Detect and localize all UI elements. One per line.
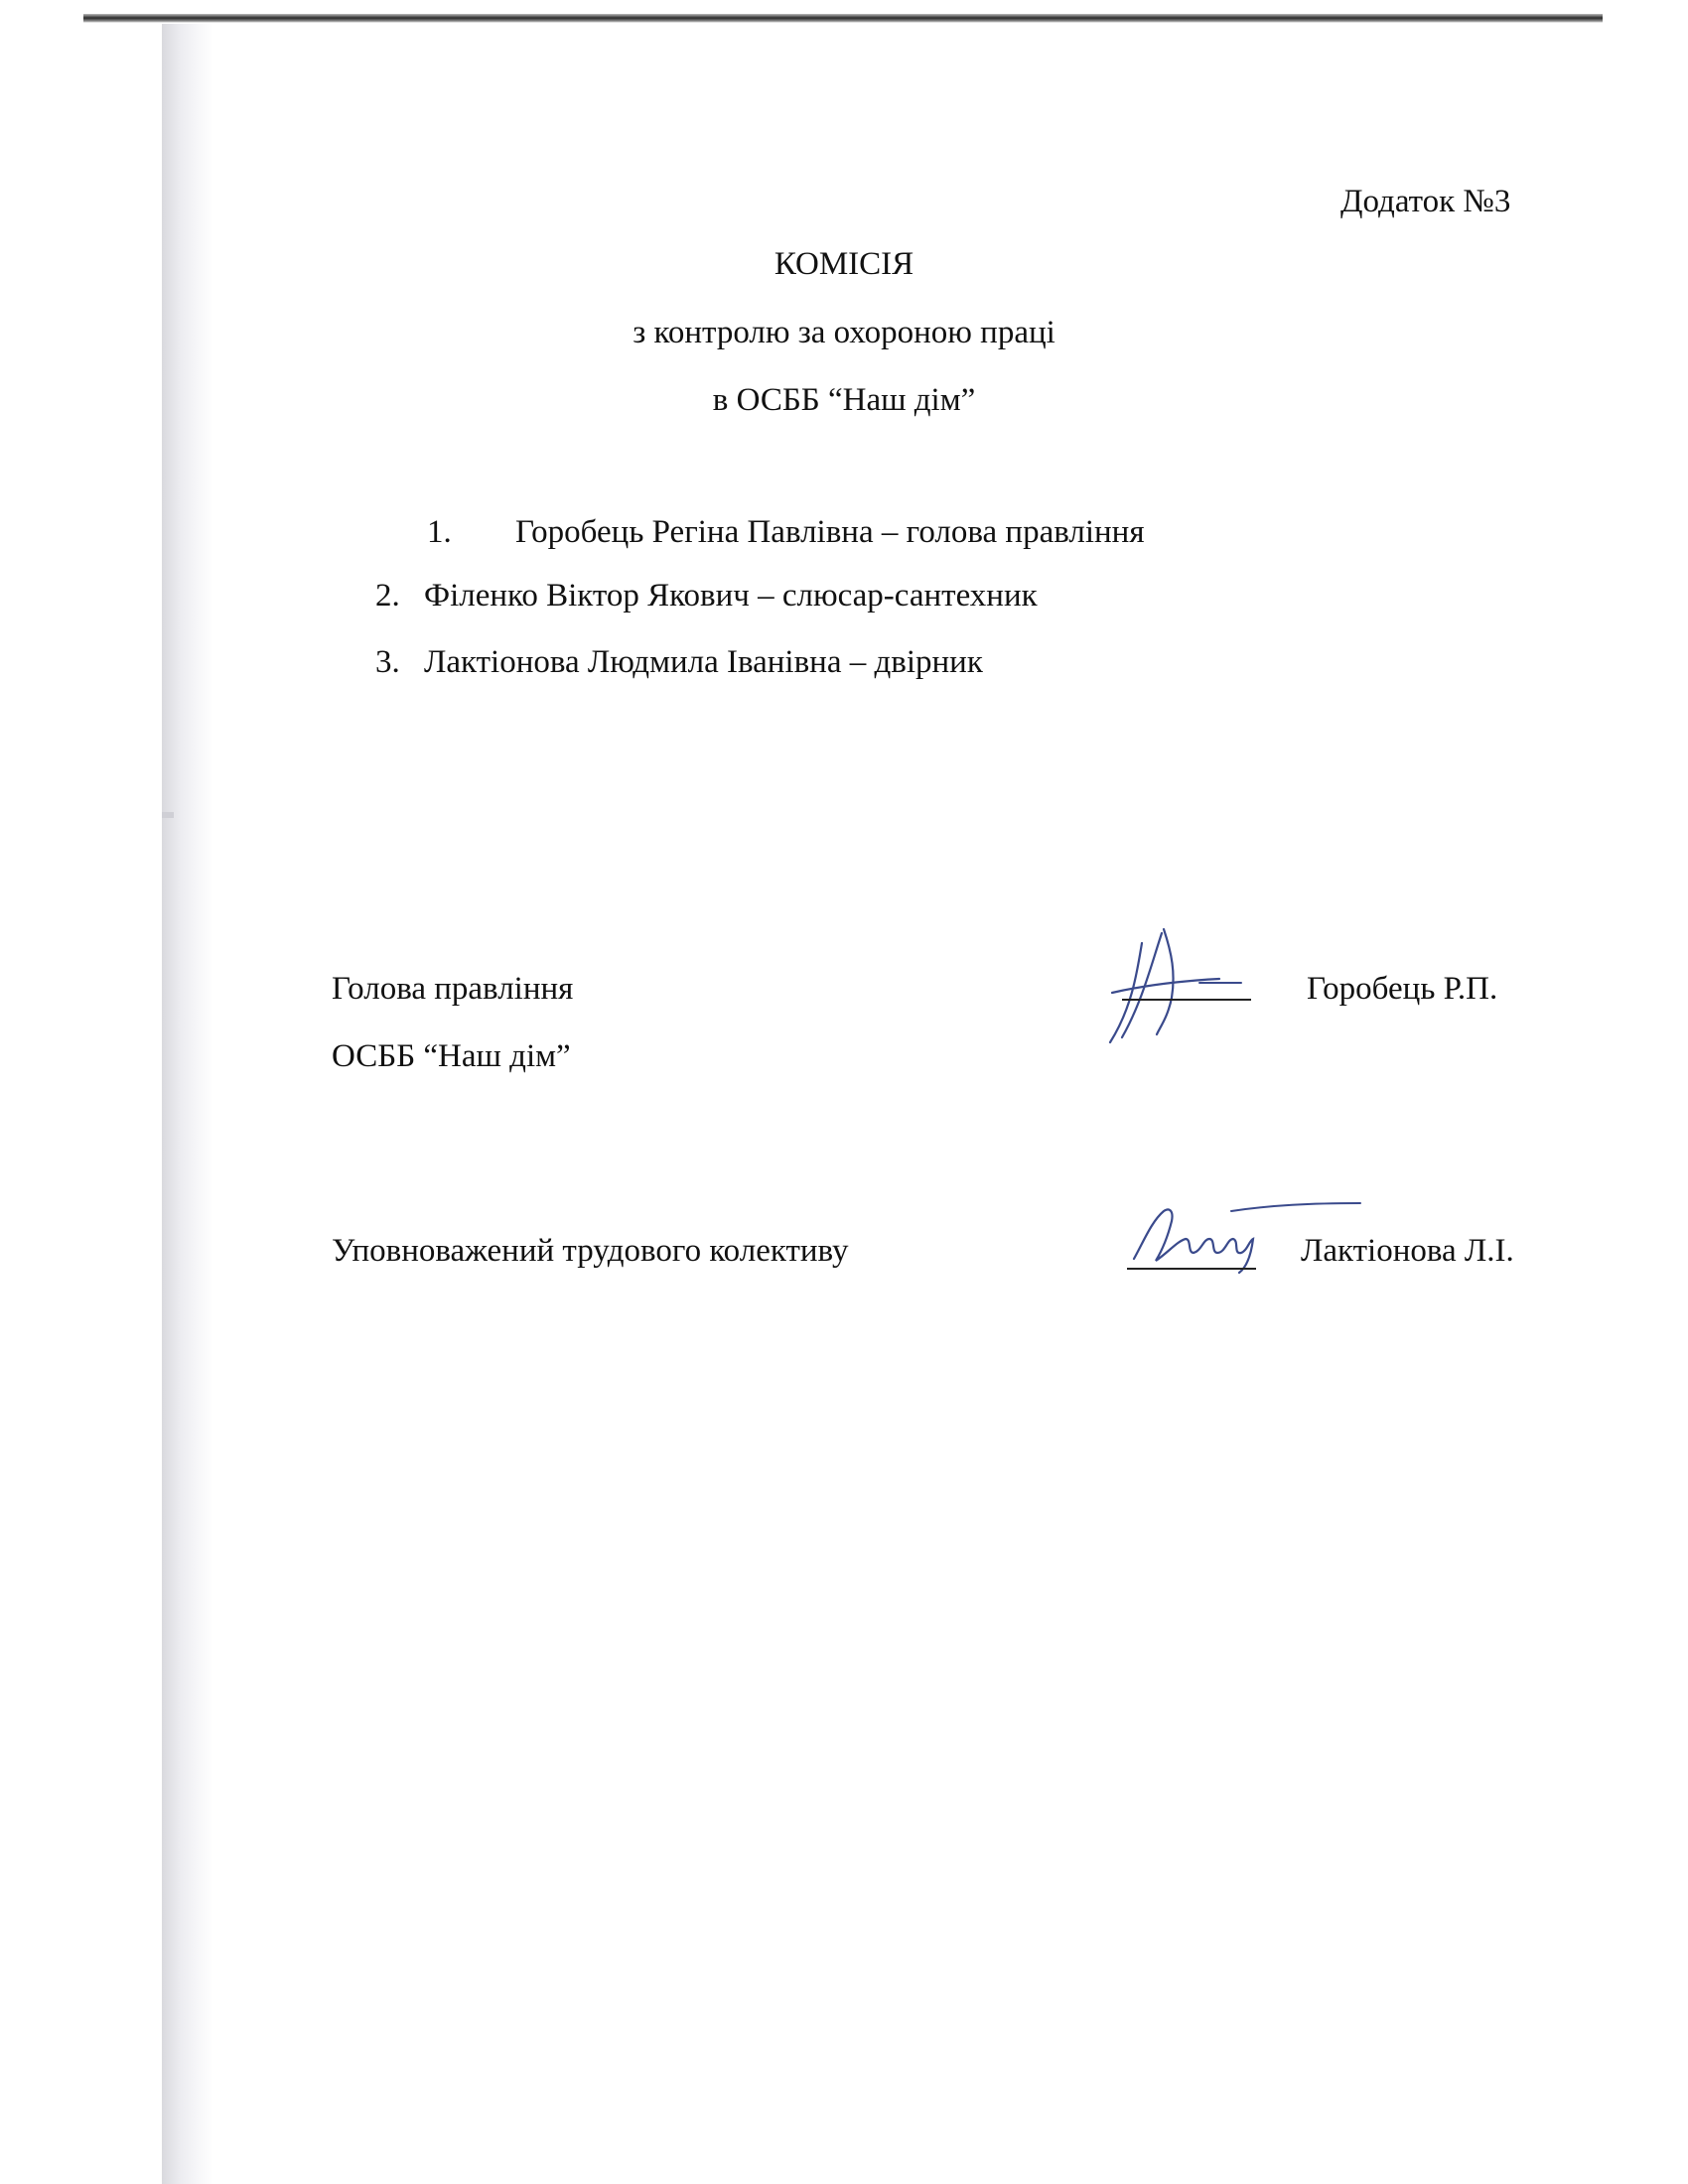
list-item-text: Лактіонова Людмила Іванівна – двірник	[424, 644, 983, 680]
scan-edge-shadow	[83, 14, 1603, 23]
list-item-text: Горобець Регіна Павлівна – голова правління	[515, 514, 1145, 550]
signature-chairman	[1102, 923, 1261, 1052]
signer-name: Лактіонова Л.І.	[1301, 1233, 1514, 1269]
signer-name: Горобець Р.П.	[1307, 971, 1498, 1007]
list-item-number: 1.	[427, 514, 452, 550]
document-title: КОМІСІЯ	[774, 246, 914, 282]
document-subtitle-line1: з контролю за охороною праці	[633, 315, 1055, 350]
document-subtitle-line2: в ОСББ “Наш дім”	[712, 382, 976, 418]
signature-line	[1127, 1268, 1256, 1270]
appendix-label: Додаток №3	[1340, 184, 1511, 219]
signature-line	[1122, 999, 1251, 1001]
list-item-text: Філенко Віктор Якович – слюсар-сантехник	[424, 578, 1038, 614]
signer-position: Уповноважений трудового колективу	[332, 1233, 849, 1269]
signer-position: Голова правління	[332, 971, 574, 1007]
signer-organization: ОСББ “Наш дім”	[332, 1038, 571, 1074]
list-item-number: 2.	[375, 578, 400, 614]
binding-notch	[162, 812, 174, 818]
list-item-number: 3.	[375, 644, 400, 680]
